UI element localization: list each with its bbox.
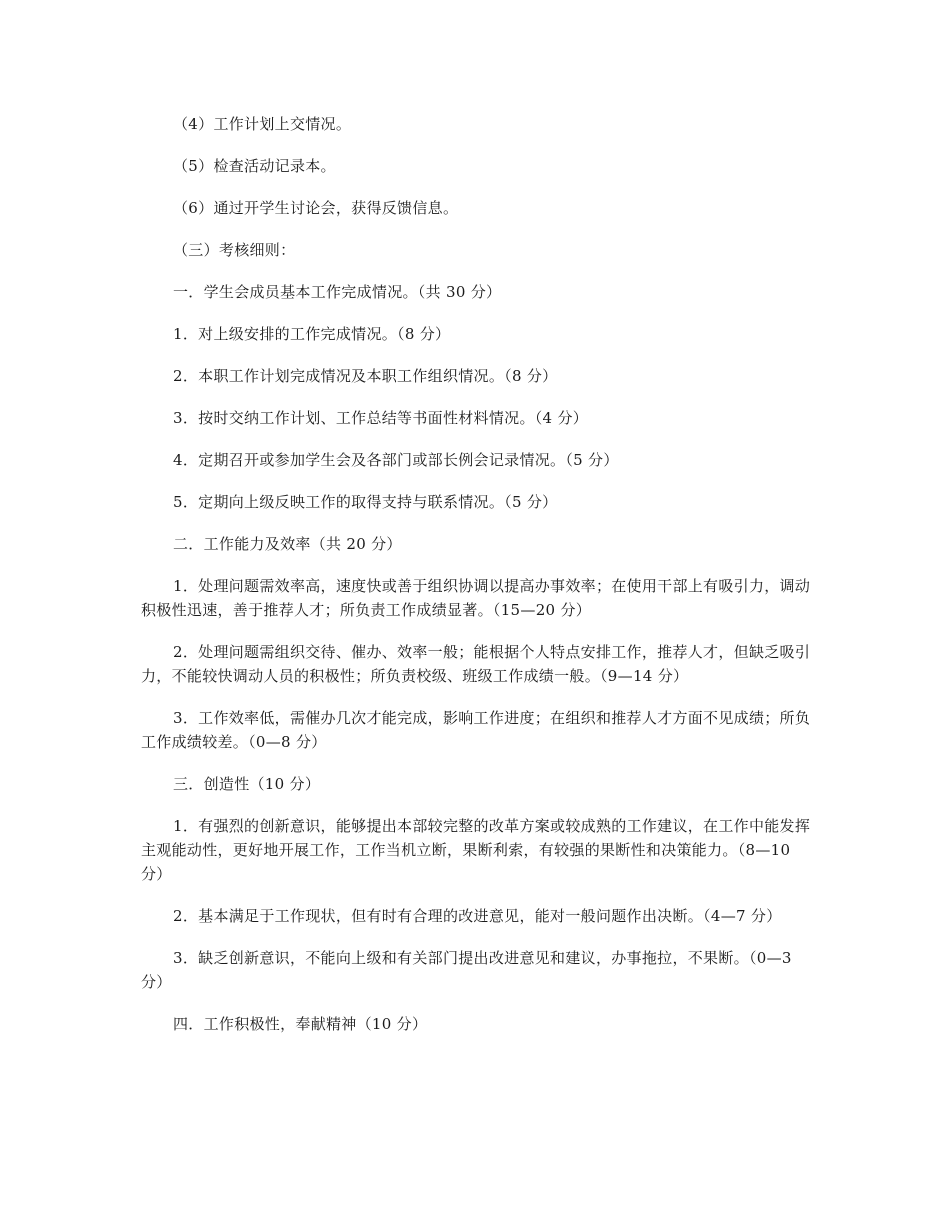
basic-work-item-1: 1．对上级安排的工作完成情况。（8 分） <box>173 325 451 343</box>
creativity-item-3: 3．缺乏创新意识，不能向上级和有关部门提出改进意见和建议，办事拖拉，不果断。（0—3 分） <box>141 949 792 991</box>
heading-enthusiasm: 四．工作积极性，奉献精神（10 分） <box>173 1015 428 1033</box>
basic-work-item-2: 2．本职工作计划完成情况及本职工作组织情况。（8 分） <box>173 367 558 385</box>
heading-basic-work: 一．学生会成员基本工作完成情况。（共 30 分） <box>173 283 502 301</box>
section-assessment-rules: （三）考核细则： <box>173 241 296 259</box>
item-5-activity-record: （5）检查活动记录本。 <box>173 157 336 175</box>
ability-item-2: 2．处理问题需组织交待、催办、效率一般；能根据个人特点安排工作，推荐人才，但缺乏吸引力，不能较快调动人员的积极性；所负责校级、班级工作成绩一般。（9—14 分） <box>141 643 811 685</box>
creativity-item-2: 2．基本满足于工作现状，但有时有合理的改进意见，能对一般问题作出决断。（4—7 分） <box>173 907 782 925</box>
document-body <box>141 112 811 1036</box>
creativity-item-1: 1．有强烈的创新意识，能够提出本部较完整的改革方案或较成熟的工作建议，在工作中能发挥主观能动性，更好地开展工作，工作当机立断，果断利索，有较强的果断性和决策能力。（8—10 分） <box>141 817 811 883</box>
basic-work-item-5: 5．定期向上级反映工作的取得支持与联系情况。（5 分） <box>173 493 558 511</box>
heading-ability-efficiency: 二．工作能力及效率（共 20 分） <box>173 535 402 553</box>
basic-work-item-4: 4．定期召开或参加学生会及各部门或部长例会记录情况。（5 分） <box>173 451 619 469</box>
basic-work-item-3: 3．按时交纳工作计划、工作总结等书面性材料情况。（4 分） <box>173 409 589 427</box>
ability-item-1: 1．处理问题需效率高，速度快或善于组织协调以提高办事效率；在使用干部上有吸引力，调动积极性迅速，善于推荐人才；所负责工作成绩显著。（15—20 分） <box>141 577 811 619</box>
ability-item-3: 3．工作效率低，需催办几次才能完成，影响工作进度；在组织和推荐人才方面不见成绩；所负工作成绩较差。（0—8 分） <box>141 709 811 751</box>
item-6-student-meeting: （6）通过开学生讨论会，获得反馈信息。 <box>173 199 459 217</box>
item-4-plan-submission: （4）工作计划上交情况。 <box>173 115 352 133</box>
heading-creativity: 三．创造性（10 分） <box>173 775 321 793</box>
